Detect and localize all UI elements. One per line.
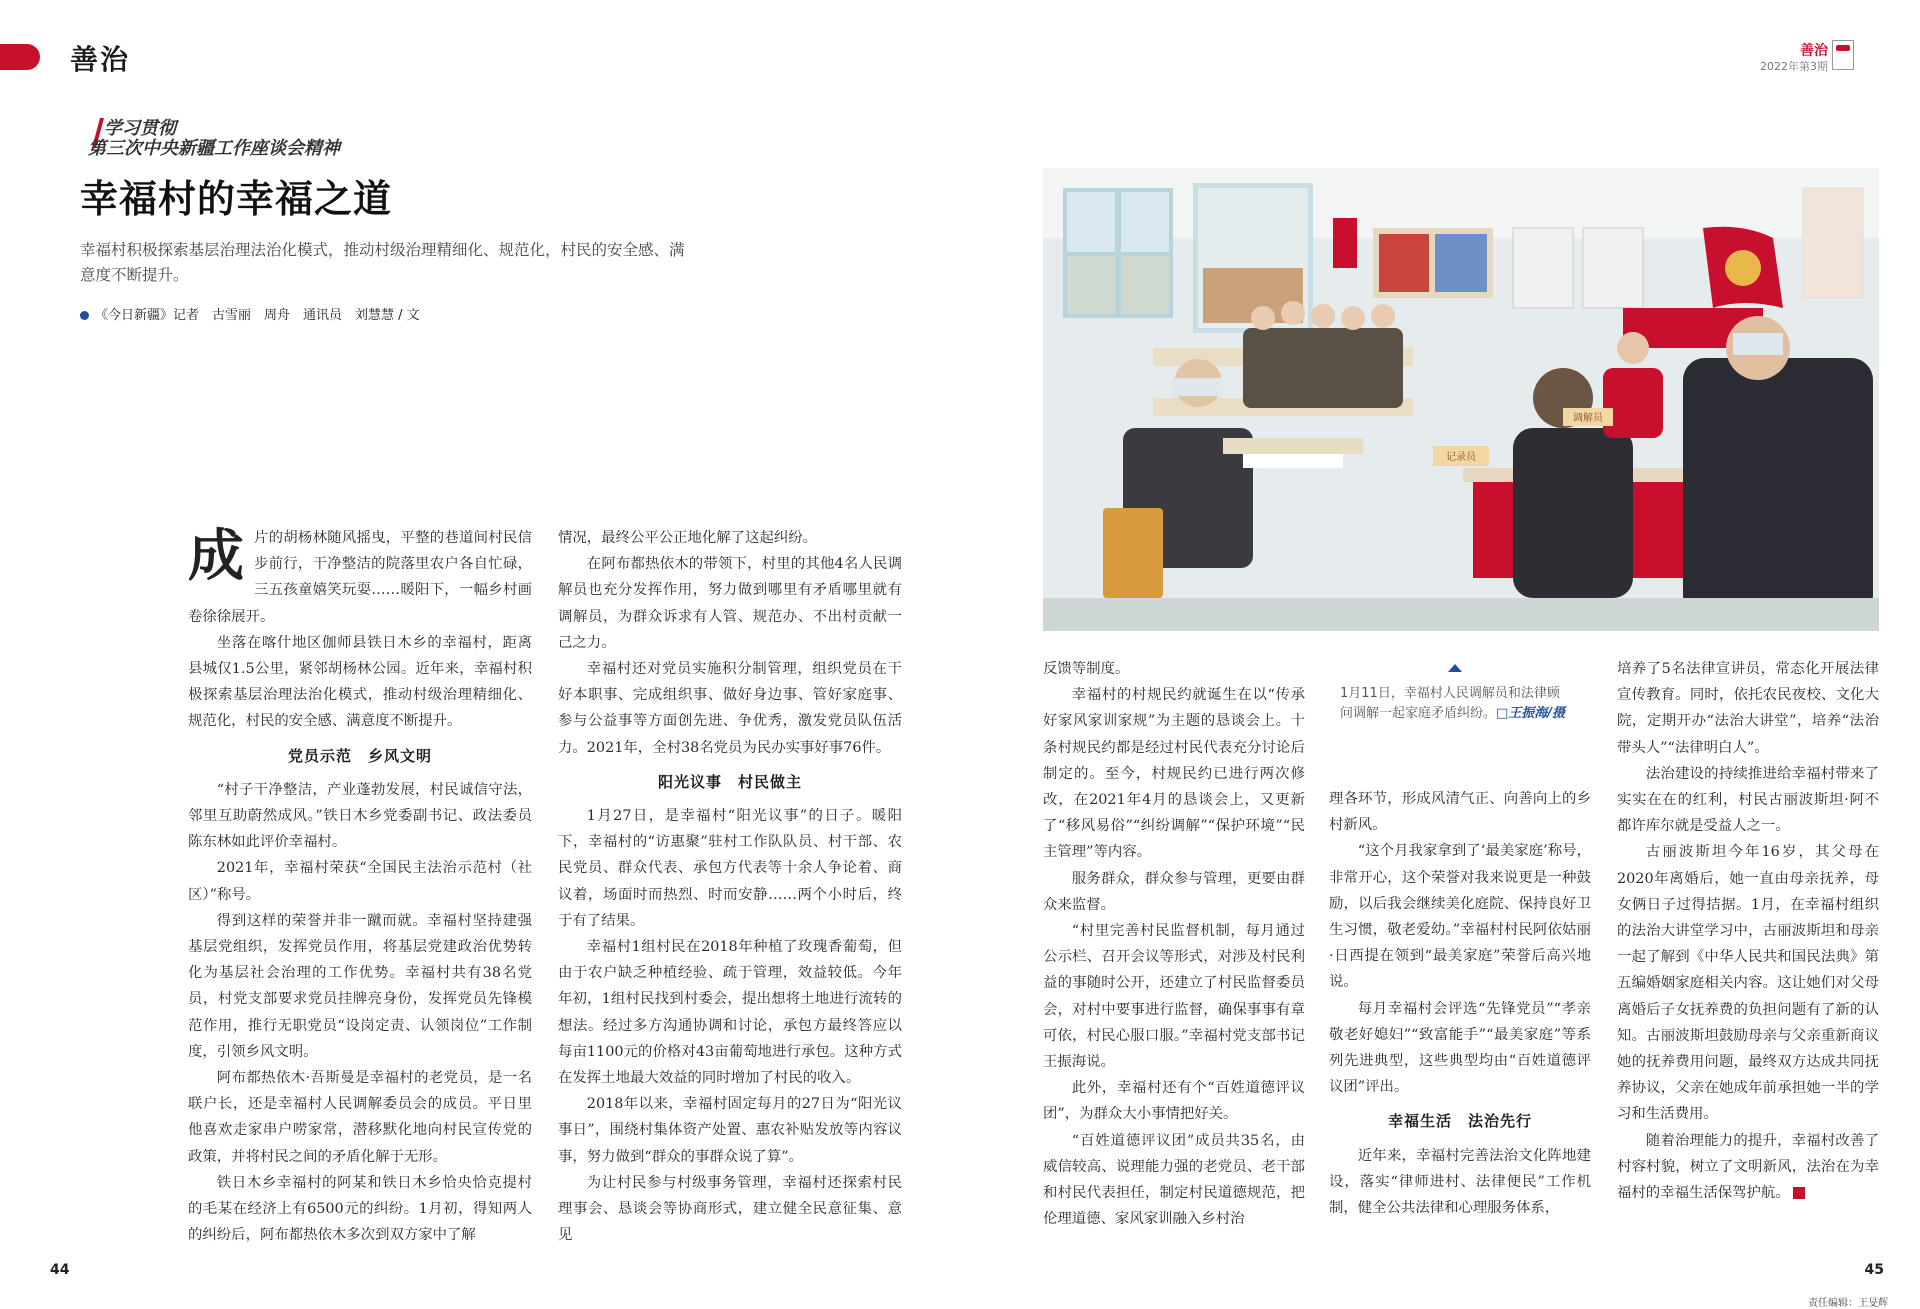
issue-number: 2022年第3期 [1760,60,1828,73]
table-sign-side: 调解员 [1573,413,1603,424]
paragraph: 幸福村1组村民在2018年种植了玫瑰香葡萄，但由于农户缺乏种植经验、疏于管理，效益较低。今年年初，1组村民找到村委会，提出想将土地进行流转的想法。经过多方沟通协调和讨论，承包方最终答应以每亩1100元的价格对43亩葡萄地进行承包。这种方式在发挥土地最大效益的同时增加了村民的收入。 [558,939,902,1087]
article-byline [80,304,420,323]
caption-text: 1月11日，幸福村人民调解员和法律顾问调解一起家庭矛盾纠纷。 [1340,686,1560,721]
paragraph: 2021年，幸福村荣获“全国民主法治示范村（社区）”称号。 [188,860,532,903]
paragraph: 理各环节，形成风清气正、向善向上的乡村新风。 [1329,791,1591,834]
article-photo [1043,168,1879,631]
paragraph: 阿布都热依木·吾斯曼是幸福村的老党员，是一名联户长，还是幸福村人民调解委员会的成员。平日里他喜欢走家串户唠家常，潜移默化地向村民宣传党的政策，并将村民之间的矛盾化解于无形。 [188,1070,532,1165]
paragraph: 幸福村的村规民约就诞生在以“传承好家风家训家规”为主题的恳谈会上。十条村规民约都是经过村民代表充分讨论后制定的。至今，村规民约已进行两次修改，在2021年4月的恳谈会上，又更新了“移风易俗”“纠纷调解”“保护环境”“民主管理”等内容。 [1043,687,1305,861]
article-lead: 幸福村积极探索基层治理法治化模式，推动村级治理精细化、规范化，村民的安全感、满意度不断提升。 [80,241,685,284]
paragraph [1617,1128,1879,1207]
paragraph: “村子干净整洁，产业蓬勃发展，村民诚信守法，邻里互助蔚然成风。”铁日木乡党委副书记、政法委员陈东林如此评价幸福村。 [188,781,532,851]
paragraph: 此外，幸福村还有个“百姓道德评议团”，为群众大小事情把好关。 [1043,1080,1305,1123]
logo-mark-icon [1836,45,1850,51]
topic-tag-line2: 第三次中央新疆工作座谈会精神 [88,138,340,159]
body-column-1 [188,525,532,1248]
photo-caption [1340,684,1572,724]
paragraph: 法治建设的持续推进给幸福村带来了实实在在的红利，村民古丽波斯坦·阿不都许库尔就是受益人之一。 [1617,765,1879,835]
paragraph: 服务群众，群众参与管理，更要由群众来监督。 [1043,870,1305,913]
paragraph: “这个月我家拿到了‘最美家庭’称号，非常开心，这个荣誉对我来说更是一种鼓励，以后我会继续美化庭院、保持良好卫生习惯，敬老爱幼。”幸福村村民阿依姑丽·日西提在领到“最美家庭”荣誉后高兴地说。 [1329,843,1591,991]
page-number-left: 44 [50,1262,70,1278]
subheading: 党员示范 乡风文明 [287,746,432,765]
paragraph: 培养了5名法律宣讲员，常态化开展法律宣传教育。同时，依托农民夜校、文化大院，定期开办“法治大讲堂”，培养“法治带头人”“法律明白人”。 [1617,661,1879,756]
body-column-4 [1329,786,1591,1221]
paragraph: 幸福村还对党员实施积分制管理，组织党员在干好本职事、完成组织事、做好身边事、管好家庭事、参与公益事等方面创先进、争优秀，激发党员队伍活力。2021年，全村38名党员为民办实事好事76件。 [558,661,902,756]
byline-text: 《今日新疆》记者 古雪丽 周舟 通讯员 刘慧慧 / 文 [95,308,420,323]
paragraph: “百姓道德评议团”成员共35名，由威信较高、说理能力强的老党员、老干部和村民代表担任，制定村民道德规范，把伦理道德、家风家训融入乡村治 [1043,1132,1305,1228]
subheading: 幸福生活 法治先行 [1387,1112,1532,1131]
paragraph: 反馈等制度。 [1043,661,1130,677]
page-number-right: 45 [1864,1262,1884,1278]
paragraph: 每月幸福村会评选“先锋党员”“孝亲敬老好媳妇”“致富能手”“最美家庭”等系列先进典型，这些典型均由“百姓道德评议团”评出。 [1329,1000,1591,1096]
paragraph: 在阿布都热依木的带领下，村里的其他4名人民调解员也充分发挥作用，努力做到哪里有矛盾哪里就有调解员，为群众诉求有人管、规范办、不出村贡献一己之力。 [558,556,902,651]
paragraph: 坐落在喀什地区伽师县铁日木乡的幸福村，距离县城仅1.5公里，紧邻胡杨林公园。近年来，幸福村积极探索基层治理法治化模式，推动村级治理精细化、规范化，村民的安全感、满意度不断提升。 [188,634,532,730]
body-column-5 [1617,656,1879,1206]
paragraph: 片的胡杨林随风摇曳，平整的巷道间村民信步前行，干净整洁的院落里农户各自忙碌，三五孩童嬉笑玩耍……暖阳下，一幅乡村画卷徐徐展开。 [188,530,532,625]
article-end-icon [1793,1187,1805,1199]
paragraph: “村里完善村民监督机制，每月通过公示栏、召开会议等形式，对涉及村民利益的事随时公开，还建立了村民监督委员会，对村中要事进行监督，确保事事有章可依，村民心服口服。”幸福村党支部书记王振海说。 [1043,923,1305,1071]
paragraph: 1月27日，是幸福村“阳光议事”的日子。暖阳下，幸福村的“访惠聚”驻村工作队队员、村干部、农民党员、群众代表、承包方代表等十余人争论着、商议着，场面时而热烈、时而安静……两个小时后，终于有了结果。 [558,808,902,929]
magazine-logo [1832,40,1854,70]
paragraph: 古丽波斯坦今年16岁，其父母在2020年离婚后，她一直由母亲抚养，母女俩日子过得拮据。1月，在幸福村组织的法治大讲堂学习中，古丽波斯坦和母亲一起了解到《中华人民共和国民法典》第五编婚姻家庭相关内容。这让她们对父母离婚后子女抚养费的负担问题有了新的认知。古丽波斯坦鼓励母亲与父亲重新商议她的抚养费用问题，最终双方达成共同抚养协议，父亲在她成年前承担她一半的学习和生活费用。 [1617,844,1879,1123]
paragraph: 铁日木乡幸福村的阿某和铁日木乡恰央恰克提村的毛某在经济上有6500元的纠纷。1月初，得知两人的纠纷后，阿布都热依木多次到双方家中了解 [188,1174,532,1244]
paragraph: 情况，最终公平公正地化解了这起纠纷。 [558,530,818,546]
topic-tag-line1: 学习贯彻 [104,118,176,139]
section-tab-marker [0,44,40,70]
section-title-left: 善治 [70,43,131,76]
subheading: 阳光议事 村民做主 [657,772,802,791]
responsible-editor: 责任编辑：王旻辉 [1808,1298,1888,1309]
article-title: 幸福村的幸福之道 [80,177,393,221]
closing-text: 随着治理能力的提升，幸福村改善了村容村貌，树立了文明新风，法治在为幸福村的幸福生活保驾护航。 [1617,1132,1879,1202]
paragraph: 近年来，幸福村完善法治文化阵地建设，落实“律师进村、法律便民”工作机制，健全公共法律和心理服务体系， [1329,1147,1591,1217]
section-title-right: 善治 [1800,43,1828,59]
body-column-2 [558,525,902,1248]
mediation-scene-illustration [1043,168,1879,631]
paragraph: 得到这样的荣誉并非一蹴而就。幸福村坚持建强基层党组织，发挥党员作用，将基层党建政治优势转化为基层社会治理的工作优势。幸福村共有38名党员，村党支部要求党员挂牌亮身份，发挥党员先锋模范作用，推行无职党员“设岗定责、认领岗位”工作制度，引领乡风文明。 [188,912,532,1060]
table-sign-front: 记录员 [1446,452,1476,463]
drop-cap: 成 [188,524,244,589]
paragraph: 为让村民参与村级事务管理，幸福村还探索村民理事会、恳谈会等协商形式，建立健全民意征集、意见 [558,1174,902,1244]
photo-credit: □王振海/摄 [1496,706,1566,721]
body-column-3 [1043,656,1305,1232]
caption-marker-icon [1448,664,1462,672]
paragraph: 2018年以来，幸福村固定每月的27日为“阳光议事日”，围绕村集体资产处置、惠农补贴发放等内容议事，努力做到“群众的事群众说了算”。 [558,1096,902,1165]
byline-bullet-icon [80,311,89,320]
